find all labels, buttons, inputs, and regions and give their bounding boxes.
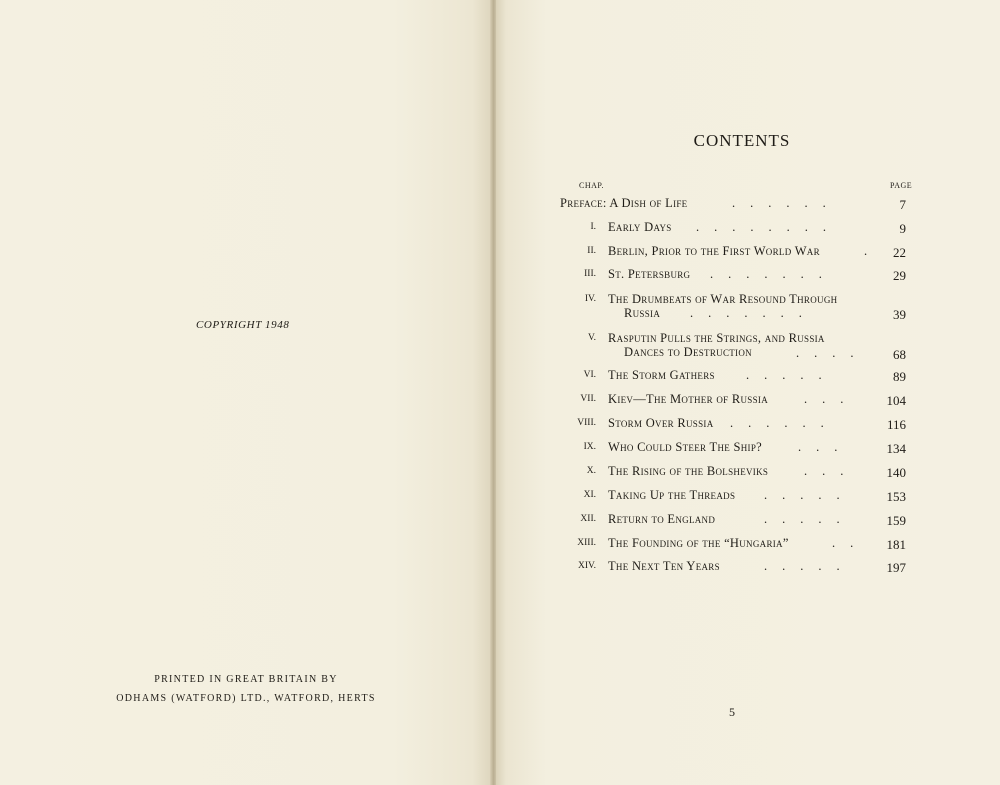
- printer-imprint: [112, 670, 380, 708]
- chap-column-header: CHAP.: [579, 181, 604, 190]
- toc-title: St. Petersburg: [608, 267, 691, 281]
- copyright-notice: COPYRIGHT 1948: [196, 319, 290, 331]
- toc-title: Berlin, Prior to the First World War: [608, 244, 820, 258]
- toc-page: 116: [886, 417, 906, 432]
- left-page: [0, 0, 492, 785]
- toc-page: 68: [893, 347, 906, 362]
- imprint-line-1: PRINTED IN GREAT BRITAIN BY: [154, 674, 338, 685]
- toc-chapter-number: II.: [587, 246, 596, 256]
- toc-page: 134: [886, 441, 906, 456]
- toc-chapter-number: III.: [584, 269, 596, 279]
- toc-chapter-number: VII.: [580, 394, 596, 404]
- toc-chapter-number: V.: [587, 333, 596, 343]
- toc-title: Rasputin Pulls the Strings, and Russia: [608, 331, 825, 345]
- toc-title: Return to England: [608, 512, 716, 526]
- imprint-line-2: ODHAMS (WATFORD) LTD., WATFORD, HERTS: [116, 693, 376, 704]
- toc-page: 22: [893, 245, 906, 260]
- toc-title: Taking Up the Threads: [608, 488, 736, 502]
- toc-chapter-number: VI.: [583, 370, 596, 380]
- toc-chapter-number: XIII.: [577, 538, 596, 548]
- toc-title-continued: Russia: [624, 306, 661, 320]
- toc-chapter-number: VIII.: [577, 418, 596, 428]
- toc-title: The Drumbeats of War Resound Through: [608, 292, 838, 306]
- toc-page: 197: [886, 560, 906, 575]
- toc-page: 89: [893, 369, 906, 384]
- book-spread: COPYRIGHT 1948 PRINTED IN GREAT BRITAIN BY ODHAMS (WATFORD) LTD., WATFORD, HERTS CONTENTS CHAP. PAGE Preface: A Dish of Life ...... 7 I. Early Days ........ 9 II. Berlin, Prior to the First World War . 22 III. St. Petersburg ....... 29 IV. The Drumbeats of War Resound Through Russia ....... 39 V. Rasputin Pulls the Strings, and Russia Dances to Destruction .... 68 VI. The Storm Gathers ..... 89 VII. Kiev—The Mother of Russia ... 104 VIII. Storm Over Russia ...... 116 IX. Who Could Steer The Ship? ... 134 X. The Rising of the Bolsheviks ... 140 XI. Taking Up the Threads ..... 153 XII. Return to England ..... 159 XIII. The Founding of the “Hungaria” .. 181 XIV. The Next Ten Years ..... 197 5: [0, 0, 1000, 785]
- toc-page: 9: [899, 221, 906, 236]
- toc-title: The Storm Gathers: [608, 368, 715, 382]
- toc-page: 181: [886, 537, 906, 552]
- toc-page: 140: [886, 465, 906, 480]
- toc-title: Storm Over Russia: [608, 416, 714, 430]
- toc-chapter-number: IV.: [584, 294, 596, 304]
- toc-title: Who Could Steer The Ship?: [608, 440, 762, 454]
- toc-title: Kiev—The Mother of Russia: [608, 392, 768, 406]
- toc-page: 39: [893, 307, 906, 322]
- page-number: 5: [729, 705, 735, 719]
- toc-chapter-number: X.: [586, 466, 596, 476]
- toc-page: 7: [899, 197, 906, 212]
- toc-title: The Next Ten Years: [608, 559, 720, 573]
- toc-chapter-number: XII.: [580, 514, 596, 524]
- toc-chapter-number: I.: [590, 222, 596, 232]
- page-column-header: PAGE: [890, 181, 913, 190]
- toc-page: 104: [886, 393, 906, 408]
- toc-title-continued: Dances to Destruction: [624, 345, 752, 359]
- toc-title: Preface: A Dish of Life: [560, 196, 688, 210]
- toc-chapter-number: IX.: [583, 442, 596, 452]
- toc-page: 29: [893, 268, 906, 283]
- toc-page: 153: [886, 489, 906, 504]
- toc-title: The Founding of the “Hungaria”: [608, 536, 789, 550]
- toc-chapter-number: XIV.: [577, 561, 596, 571]
- toc-title: Early Days: [608, 220, 672, 234]
- toc-page: 159: [886, 513, 906, 528]
- toc-chapter-number: XI.: [583, 490, 596, 500]
- contents-heading: CONTENTS: [693, 131, 791, 150]
- toc-title: The Rising of the Bolsheviks: [608, 464, 769, 478]
